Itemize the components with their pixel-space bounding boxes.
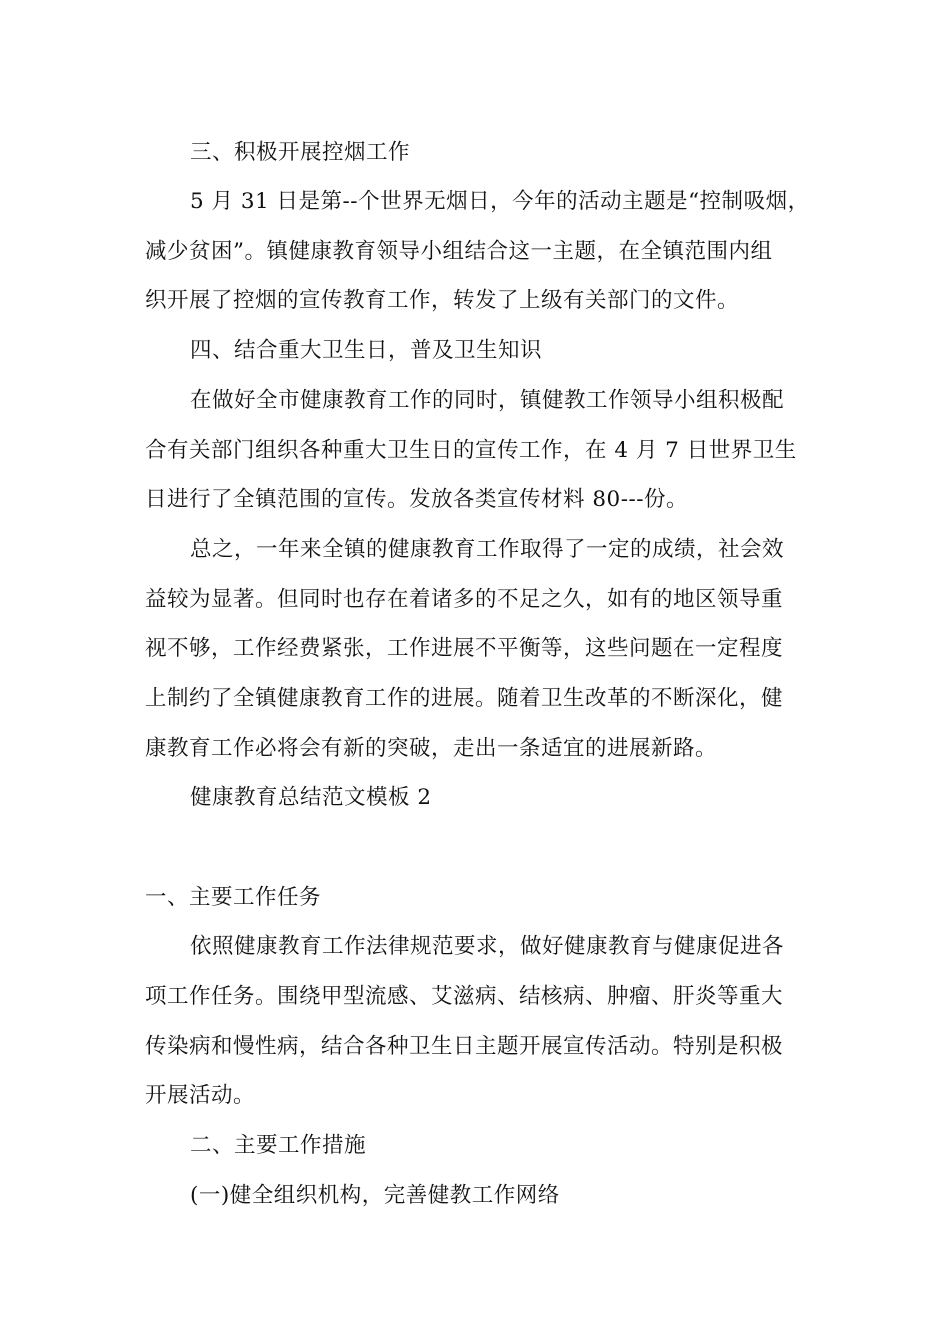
paragraph-line: 减少贫困”。镇健康教育领导小组结合这一主题，在全镇范围内组 <box>145 239 773 264</box>
paragraph-line: 依照健康教育工作法律规范要求，做好健康教育与健康促进各 <box>190 934 785 959</box>
paragraph-line: 视不够，工作经费紧张，工作进展不平衡等，这些问题在一定程度 <box>145 636 784 661</box>
paragraph-line: 5 月 31 日是第--个世界无烟日，今年的活动主题是“控制吸烟， <box>190 189 810 214</box>
paragraph-line: 总之，一年来全镇的健康教育工作取得了一定的成绩，社会效 <box>190 537 785 562</box>
section-4-heading: 四、结合重大卫生日，普及卫生知识 <box>190 338 543 363</box>
paragraph-line: 开展活动。 <box>145 1083 256 1108</box>
paragraph-line: 康教育工作必将会有新的突破，走出一条适宜的进展新路。 <box>145 736 718 761</box>
paragraph-line: 益较为显著。但同时也存在着诸多的不足之久，如有的地区领导重 <box>145 587 784 612</box>
template-title: 健康教育总结范文模板 2 <box>190 785 432 810</box>
paragraph-line: 合有关部门组织各种重大卫生日的宣传工作，在 4 月 7 日世界卫生 <box>145 438 797 463</box>
paragraph-line: 在做好全市健康教育工作的同时，镇健教工作领导小组积极配 <box>190 388 785 413</box>
section-3-heading: 三、积极开展控烟工作 <box>190 140 411 165</box>
section-2-heading: 二、主要工作措施 <box>190 1133 367 1158</box>
paragraph-line: 项工作任务。围绕甲型流感、艾滋病、结核病、肿瘤、肝炎等重大 <box>145 984 784 1009</box>
paragraph-line: 日进行了全镇范围的宣传。发放各类宣传材料 80---份。 <box>145 487 688 512</box>
paragraph-line: 织开展了控烟的宣传教育工作，转发了上级有关部门的文件。 <box>145 288 740 313</box>
paragraph-line: 上制约了全镇健康教育工作的进展。随着卫生改革的不断深化，健 <box>145 686 784 711</box>
subsection-1-heading: (一)健全组织机构，完善健教工作网络 <box>190 1183 560 1208</box>
section-1-heading: 一、主要工作任务 <box>145 885 322 910</box>
paragraph-line: 传染病和慢性病，结合各种卫生日主题开展宣传活动。特别是积极 <box>145 1034 784 1059</box>
